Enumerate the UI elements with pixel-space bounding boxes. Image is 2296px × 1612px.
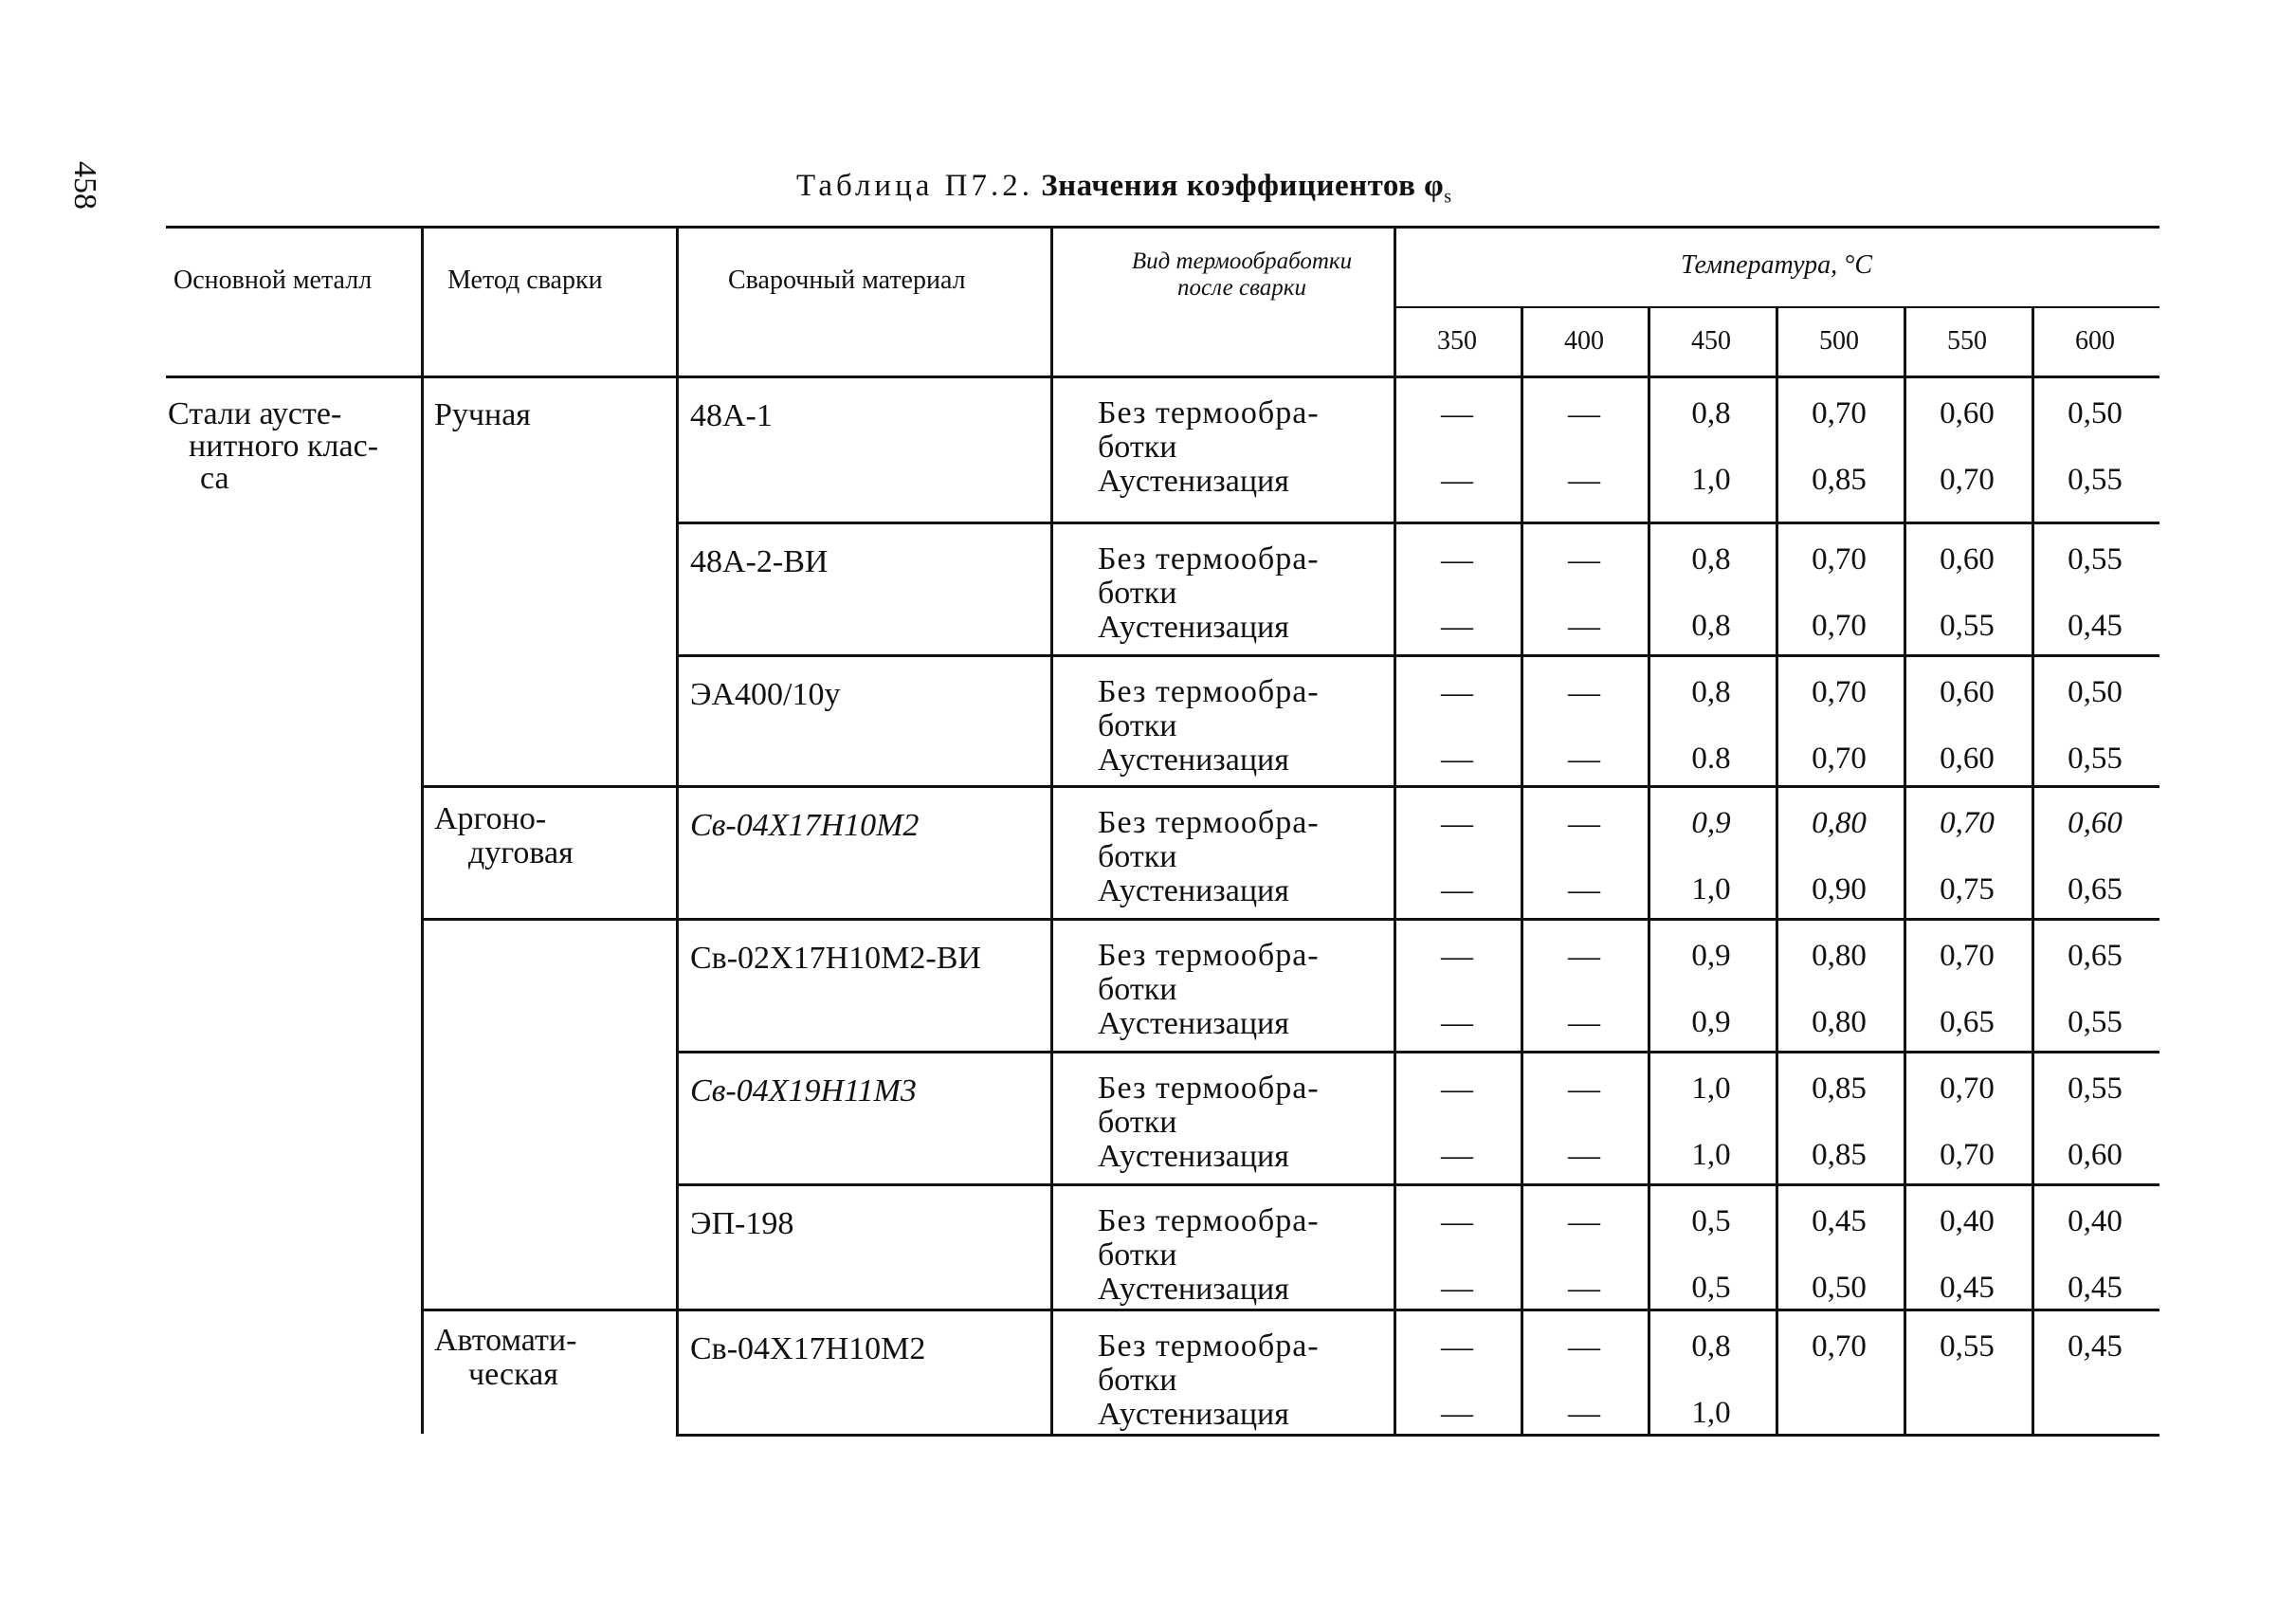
value-cell: 0,45 bbox=[2068, 609, 2123, 643]
rule-row-6 bbox=[676, 1183, 2159, 1186]
value-cell: 0,9 bbox=[1691, 1005, 1731, 1039]
value-cell: 0,45 bbox=[1812, 1204, 1867, 1238]
temp-450: 450 bbox=[1691, 326, 1731, 356]
material-name: Св-04Х19Н11М3 bbox=[690, 1073, 917, 1108]
method-manual-line1: Ручная bbox=[434, 397, 531, 432]
value-cell: 1,0 bbox=[1691, 1396, 1731, 1430]
value-dash: — bbox=[1568, 1329, 1600, 1365]
value-dash: — bbox=[1568, 1072, 1600, 1107]
temp-550: 550 bbox=[1947, 326, 1987, 356]
title-prefix: Таблица П7.2. bbox=[796, 169, 1033, 203]
method-auto-line1: Автомати- bbox=[434, 1323, 577, 1358]
value-dash: — bbox=[1568, 675, 1600, 710]
value-dash: — bbox=[1568, 872, 1600, 907]
treatment-none-line2: ботки bbox=[1098, 1363, 1177, 1398]
method-auto bbox=[434, 1324, 576, 1392]
value-cell: 0,70 bbox=[1812, 609, 1867, 643]
value-dash: — bbox=[1568, 609, 1600, 644]
base-metal bbox=[168, 398, 378, 495]
vline-h1 bbox=[421, 226, 424, 376]
rule-top bbox=[166, 226, 2159, 229]
treatment-austen: Аустенизация bbox=[1098, 610, 1289, 645]
temp-500: 500 bbox=[1819, 326, 1859, 356]
value-cell: 0,50 bbox=[1812, 1271, 1867, 1305]
value-dash: — bbox=[1568, 1138, 1600, 1173]
value-dash: — bbox=[1568, 396, 1600, 431]
treatment-cell bbox=[1098, 542, 1320, 645]
treatment-cell bbox=[1098, 806, 1320, 908]
header-material: Сварочный материал bbox=[728, 266, 966, 295]
value-dash: — bbox=[1441, 1072, 1473, 1107]
material-name: ЭП-198 bbox=[690, 1206, 794, 1241]
rule-header-bottom bbox=[166, 376, 2159, 378]
value-cell: 0,55 bbox=[1940, 1329, 1995, 1364]
value-cell: 0,80 bbox=[1812, 1005, 1867, 1039]
material-name: 48А-2-ВИ bbox=[690, 544, 829, 579]
value-dash: — bbox=[1568, 1204, 1600, 1239]
value-cell: 0,80 bbox=[1812, 806, 1867, 840]
treatment-austen: Аустенизация bbox=[1098, 742, 1289, 778]
value-cell: 0,70 bbox=[1940, 1138, 1995, 1172]
value-cell: 0,60 bbox=[1940, 675, 1995, 709]
treatment-none-line2: ботки bbox=[1098, 708, 1177, 743]
header-base-metal: Основной металл bbox=[173, 266, 373, 295]
value-dash: — bbox=[1441, 939, 1473, 974]
treatment-austen: Аустенизация bbox=[1098, 1006, 1289, 1041]
rule-row-5 bbox=[676, 1051, 2159, 1053]
material-name: Св-04Х17Н10М2 bbox=[690, 808, 920, 843]
treatment-cell bbox=[1098, 396, 1320, 499]
material-name: ЭА400/10у bbox=[690, 677, 841, 712]
value-dash: — bbox=[1441, 872, 1473, 907]
rule-row-4 bbox=[421, 918, 2159, 921]
treatment-none-line1: Без термообра- bbox=[1098, 395, 1320, 430]
table-title bbox=[796, 169, 1451, 209]
treatment-austen: Аустенизация bbox=[1098, 1397, 1289, 1432]
value-cell: 0,65 bbox=[2068, 872, 2123, 907]
value-cell: 0,45 bbox=[2068, 1329, 2123, 1364]
value-dash: — bbox=[1568, 1396, 1600, 1431]
treatment-none-line1: Без термообра- bbox=[1098, 1203, 1320, 1238]
value-dash: — bbox=[1441, 1271, 1473, 1306]
rule-bottom bbox=[676, 1434, 2159, 1437]
value-cell: 0,80 bbox=[1812, 939, 1867, 973]
value-cell: 0,70 bbox=[1812, 1329, 1867, 1364]
treatment-cell bbox=[1098, 675, 1320, 778]
value-cell: 0,8 bbox=[1691, 609, 1731, 643]
value-dash: — bbox=[1568, 542, 1600, 577]
value-cell: 0,65 bbox=[1940, 1005, 1995, 1039]
material-name: 48А-1 bbox=[690, 398, 773, 433]
value-dash: — bbox=[1441, 1396, 1473, 1431]
value-dash: — bbox=[1441, 463, 1473, 498]
base-metal-line3: са bbox=[200, 461, 229, 496]
method-argon-line1: Аргоно- bbox=[434, 801, 547, 836]
value-cell: 0,45 bbox=[2068, 1271, 2123, 1305]
value-dash: — bbox=[1441, 675, 1473, 710]
treatment-none-line2: ботки bbox=[1098, 1237, 1177, 1273]
value-cell: 0,70 bbox=[1940, 463, 1995, 497]
value-cell: 0,70 bbox=[1940, 806, 1995, 840]
title-subscript: s bbox=[1444, 186, 1452, 208]
method-argon-line2: дуговая bbox=[468, 835, 574, 870]
value-cell: 0,45 bbox=[1940, 1271, 1995, 1305]
value-cell: 1,0 bbox=[1691, 872, 1731, 907]
value-cell: 0,55 bbox=[2068, 463, 2123, 497]
value-cell: 0,5 bbox=[1691, 1204, 1731, 1238]
temp-600: 600 bbox=[2075, 326, 2115, 356]
value-cell: 0,55 bbox=[2068, 742, 2123, 776]
material-name: Св-04Х17Н10М2 bbox=[690, 1331, 926, 1366]
value-cell: 1,0 bbox=[1691, 463, 1731, 497]
value-cell: 0,70 bbox=[1812, 742, 1867, 776]
value-cell: 0,8 bbox=[1691, 675, 1731, 709]
vline-b2 bbox=[676, 376, 679, 1434]
method-auto-line2: ческая bbox=[468, 1357, 558, 1392]
value-cell: 0,50 bbox=[2068, 675, 2123, 709]
treatment-none-line1: Без термообра- bbox=[1098, 938, 1320, 973]
vline-h2 bbox=[676, 226, 679, 376]
value-cell: 0,55 bbox=[2068, 1005, 2123, 1039]
value-dash: — bbox=[1441, 1329, 1473, 1365]
value-cell: 0,60 bbox=[1940, 742, 1995, 776]
rule-row-7 bbox=[421, 1309, 2159, 1311]
value-cell: 0,40 bbox=[2068, 1204, 2123, 1238]
header-heat-treatment bbox=[1095, 248, 1389, 302]
value-dash: — bbox=[1568, 1005, 1600, 1040]
temp-400: 400 bbox=[1564, 326, 1604, 356]
value-cell: 1,0 bbox=[1691, 1138, 1731, 1172]
value-dash: — bbox=[1441, 396, 1473, 431]
material-name: Св-02Х17Н10М2-ВИ bbox=[690, 941, 981, 976]
page-number: 458 bbox=[67, 161, 102, 210]
value-cell: 0,85 bbox=[1812, 463, 1867, 497]
value-dash: — bbox=[1568, 1271, 1600, 1306]
value-cell: 0,75 bbox=[1940, 872, 1995, 907]
value-cell: 0,8 bbox=[1691, 542, 1731, 577]
value-dash: — bbox=[1441, 806, 1473, 841]
value-cell: 0,70 bbox=[1812, 396, 1867, 430]
treatment-austen: Аустенизация bbox=[1098, 1139, 1289, 1174]
value-dash: — bbox=[1441, 609, 1473, 644]
value-cell: 0,9 bbox=[1691, 806, 1731, 840]
base-metal-line2: нитного клас- bbox=[189, 429, 379, 464]
value-dash: — bbox=[1441, 1138, 1473, 1173]
value-cell: 0,60 bbox=[2068, 1138, 2123, 1172]
value-cell: 0,9 bbox=[1691, 939, 1731, 973]
value-cell: 0,60 bbox=[1940, 396, 1995, 430]
value-dash: — bbox=[1568, 463, 1600, 498]
rule-row-2 bbox=[676, 654, 2159, 657]
header-heat-treatment-line2: после сварки bbox=[1177, 275, 1306, 301]
method-manual bbox=[434, 398, 531, 432]
value-cell: 0,40 bbox=[1940, 1204, 1995, 1238]
value-dash: — bbox=[1441, 542, 1473, 577]
value-cell: 1,0 bbox=[1691, 1072, 1731, 1106]
value-dash: — bbox=[1568, 742, 1600, 777]
treatment-austen: Аустенизация bbox=[1098, 873, 1289, 908]
value-cell: 0,70 bbox=[1812, 542, 1867, 577]
treatment-none-line1: Без термообра- bbox=[1098, 805, 1320, 840]
base-metal-line1: Стали аусте- bbox=[168, 396, 342, 431]
treatment-none-line2: ботки bbox=[1098, 430, 1177, 465]
treatment-none-line2: ботки bbox=[1098, 839, 1177, 874]
value-dash: — bbox=[1568, 806, 1600, 841]
treatment-none-line1: Без термообра- bbox=[1098, 1071, 1320, 1106]
treatment-cell bbox=[1098, 1329, 1320, 1432]
value-cell: 0,8 bbox=[1691, 396, 1731, 430]
value-cell: 0,85 bbox=[1812, 1138, 1867, 1172]
temp-350: 350 bbox=[1437, 326, 1477, 356]
value-dash: — bbox=[1441, 1204, 1473, 1239]
treatment-austen: Аустенизация bbox=[1098, 1272, 1289, 1307]
treatment-cell bbox=[1098, 1204, 1320, 1307]
value-cell: 0,50 bbox=[2068, 396, 2123, 430]
value-cell: 0,70 bbox=[1940, 1072, 1995, 1106]
value-cell: 0,55 bbox=[2068, 542, 2123, 577]
header-method: Метод сварки bbox=[447, 266, 603, 295]
header-temperature: Температура, °С bbox=[1680, 250, 1873, 280]
value-cell: 0,60 bbox=[2068, 806, 2123, 840]
value-cell: 0,55 bbox=[1940, 609, 1995, 643]
method-argon bbox=[434, 802, 574, 870]
treatment-none-line2: ботки bbox=[1098, 1105, 1177, 1140]
treatment-none-line2: ботки bbox=[1098, 972, 1177, 1007]
treatment-cell bbox=[1098, 1072, 1320, 1174]
vline-b3 bbox=[1050, 376, 1053, 1434]
value-cell: 0,60 bbox=[1940, 542, 1995, 577]
treatment-cell bbox=[1098, 939, 1320, 1041]
title-text: Значения коэффициентов φ bbox=[1041, 169, 1445, 203]
value-cell: 0,65 bbox=[2068, 939, 2123, 973]
value-cell: 0,8 bbox=[1691, 1329, 1731, 1364]
value-cell: 0,55 bbox=[2068, 1072, 2123, 1106]
vline-h3 bbox=[1050, 226, 1053, 376]
treatment-none-line1: Без термообра- bbox=[1098, 674, 1320, 709]
rule-row-3 bbox=[421, 785, 2159, 788]
treatment-none-line2: ботки bbox=[1098, 576, 1177, 611]
value-dash: — bbox=[1441, 1005, 1473, 1040]
rule-row-1 bbox=[676, 522, 2159, 524]
value-cell: 0.8 bbox=[1691, 742, 1731, 776]
value-dash: — bbox=[1441, 742, 1473, 777]
value-cell: 0,85 bbox=[1812, 1072, 1867, 1106]
header-heat-treatment-line1: Вид термообработки bbox=[1131, 248, 1353, 274]
treatment-none-line1: Без термообра- bbox=[1098, 541, 1320, 577]
value-cell: 0,5 bbox=[1691, 1271, 1731, 1305]
treatment-austen: Аустенизация bbox=[1098, 464, 1289, 499]
vline-b1 bbox=[421, 376, 424, 1434]
value-cell: 0,70 bbox=[1812, 675, 1867, 709]
value-cell: 0,70 bbox=[1940, 939, 1995, 973]
value-dash: — bbox=[1568, 939, 1600, 974]
value-cell: 0,90 bbox=[1812, 872, 1867, 907]
treatment-none-line1: Без термообра- bbox=[1098, 1328, 1320, 1364]
